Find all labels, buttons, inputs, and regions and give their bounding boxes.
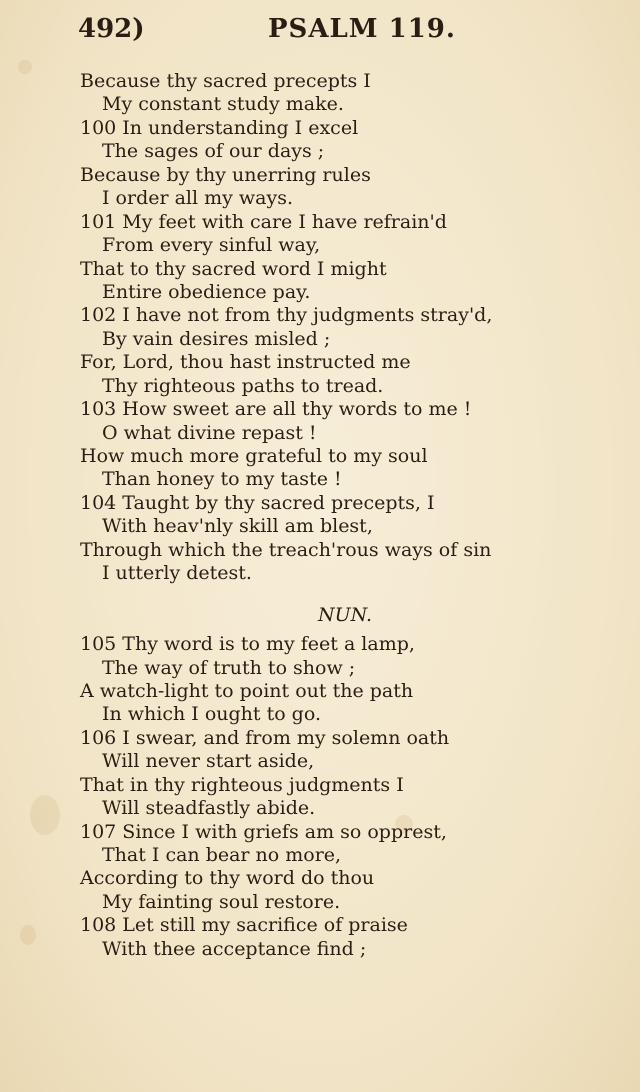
verse-line: That in thy righteous judgments I xyxy=(80,773,404,796)
verse-line: Than honey to my taste ! xyxy=(102,468,342,491)
verse-line: My constant study make. xyxy=(102,93,344,116)
verse-line: Through which the treach'rous ways of sin xyxy=(80,538,492,561)
hymn-text xyxy=(80,70,550,961)
section-heading: NUN. xyxy=(317,603,373,626)
verse-line: For, Lord, thou hast instructed me xyxy=(80,351,411,374)
verse-line: Because by thy unerring rules xyxy=(80,163,371,186)
verse-line: I utterly detest. xyxy=(102,562,252,585)
paper-stain xyxy=(20,925,36,945)
verse-line: Because thy sacred precepts I xyxy=(80,70,371,92)
paper-stain xyxy=(18,60,32,74)
verse-line: The way of truth to show ; xyxy=(102,656,356,679)
verse-line: 100 In understanding I excel xyxy=(80,116,359,139)
verse-line: Will steadfastly abide. xyxy=(102,797,316,820)
verse-line: By vain desires misled ; xyxy=(102,327,331,350)
verse-line: 102 I have not from thy judgments stray'd, xyxy=(80,304,493,327)
verse-line: According to thy word do thou xyxy=(80,867,375,890)
verse-line: 105 Thy word is to my feet a lamp, xyxy=(80,633,415,656)
verse-line: A watch-light to point out the path xyxy=(80,679,414,702)
verse-line: From every sinful way, xyxy=(102,234,321,257)
page-number: 492) xyxy=(78,14,145,44)
verse-line: I order all my ways. xyxy=(102,187,294,210)
verse-line: My fainting soul restore. xyxy=(102,890,341,913)
verse-line: How much more grateful to my soul xyxy=(80,445,428,467)
verse-line: 103 How sweet are all thy words to me ! xyxy=(80,398,472,421)
verse-line: The sages of our days ; xyxy=(102,140,325,163)
verse-line: 104 Taught by thy sacred precepts, I xyxy=(80,491,435,514)
verse-line: In which I ought to go. xyxy=(102,703,321,726)
verse-line: Entire obedience pay. xyxy=(102,280,311,303)
verse-line: Thy righteous paths to tread. xyxy=(102,374,384,397)
verse-line: That I can bear no more, xyxy=(102,844,342,866)
paper-stain xyxy=(30,795,60,835)
running-title: PSALM 119. xyxy=(268,14,456,44)
verse-line: O what divine repast ! xyxy=(102,421,317,444)
verse-line: With thee acceptance find ; xyxy=(102,937,367,960)
verse-line: 106 I swear, and from my solemn oath xyxy=(80,726,450,749)
verse-line: With heav'nly skill am blest, xyxy=(102,515,373,538)
page-header xyxy=(78,10,458,50)
verse-line: 101 My feet with care I have refrain'd xyxy=(80,210,447,233)
verse-line: That to thy sacred word I might xyxy=(80,257,387,280)
verse-line: Will never start aside, xyxy=(102,750,315,773)
verse-line: 107 Since I with griefs am so opprest, xyxy=(80,820,447,843)
verse-line: 108 Let still my sacrifice of praise xyxy=(80,914,408,937)
